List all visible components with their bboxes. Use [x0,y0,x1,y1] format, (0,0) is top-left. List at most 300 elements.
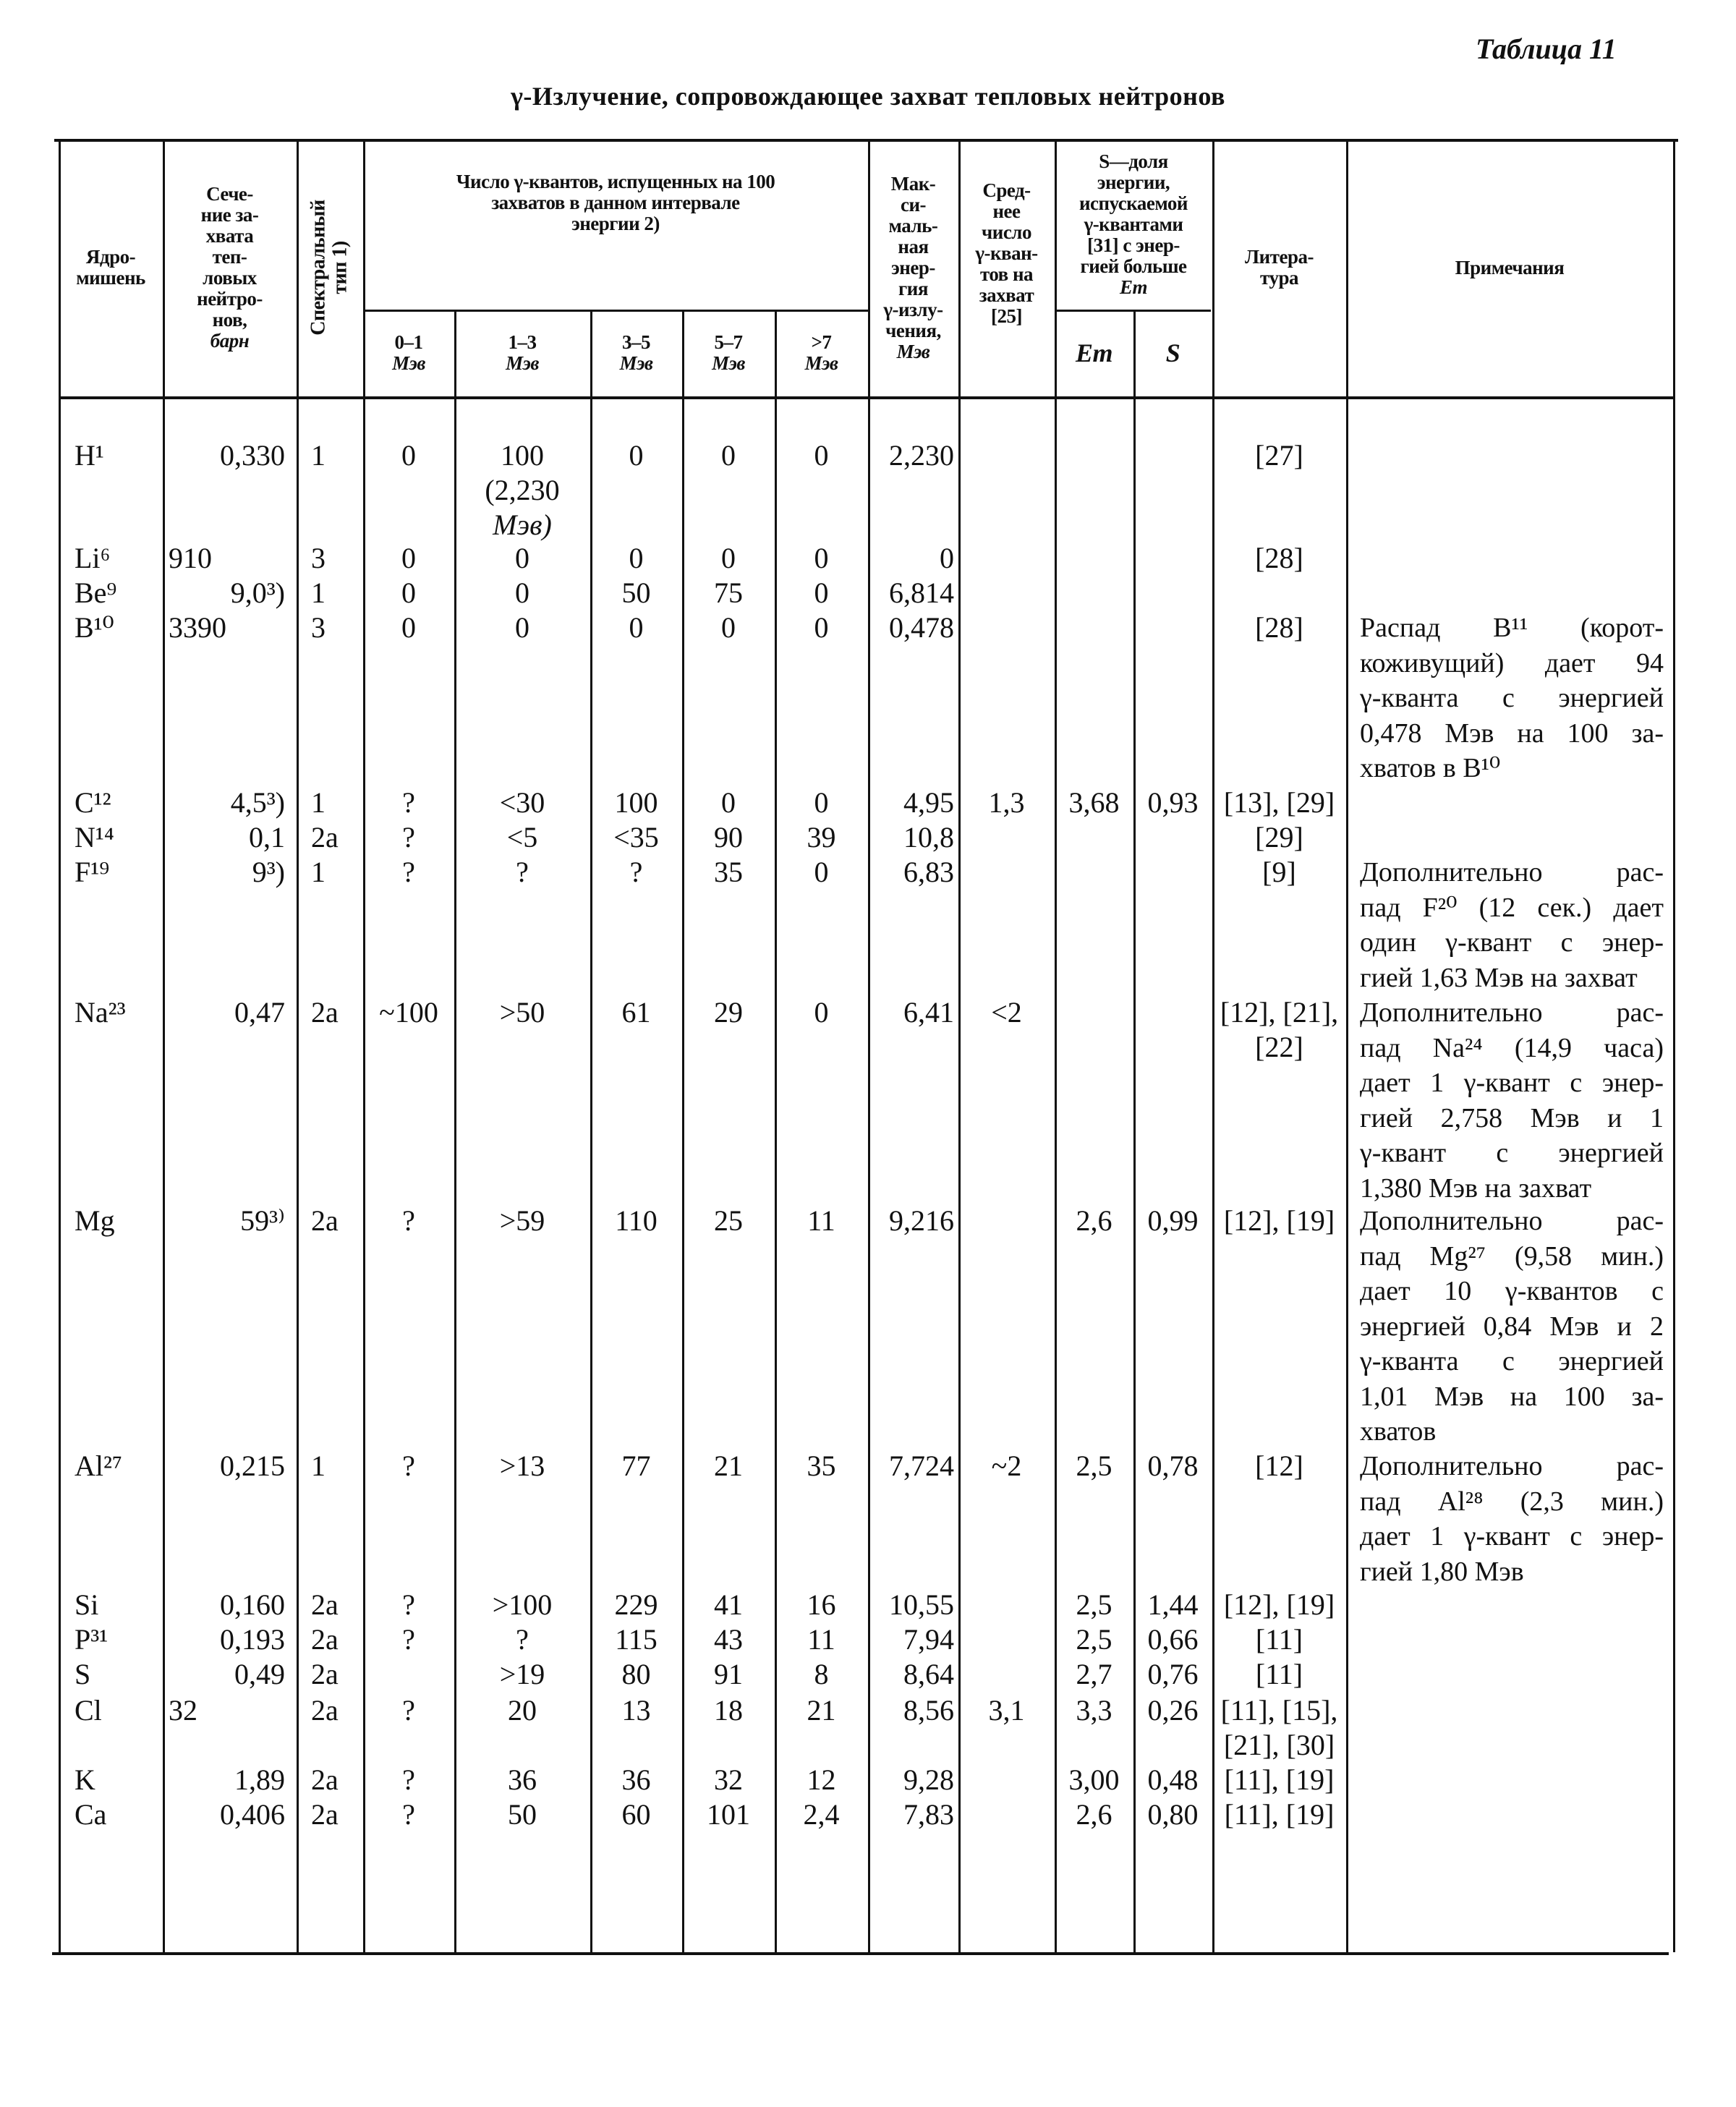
header-line: Мэв [392,352,425,374]
header-line: гия [898,277,928,299]
cell-value: 1 [311,576,326,609]
cell-nucleus [75,1763,163,1797]
cell-line: [12], [19] [1223,1204,1335,1237]
cell-value: 0 [814,439,829,472]
cell-r3 [590,1693,682,1728]
header-line: захват [979,284,1034,306]
header-line: теп- [212,246,247,268]
cell-value: 0 [721,542,736,574]
cell-value: 2,7 [1076,1658,1112,1690]
cell-line: >59 [499,1204,545,1237]
cell-value: 2,6 [1076,1798,1112,1831]
cell-value: 910 [169,542,212,574]
table-number: Таблица 11 [1476,33,1617,65]
cell-type [311,1622,363,1657]
cell-lit [1215,1657,1343,1692]
cell-r1 [454,995,590,1030]
cell-nucleus [75,1449,163,1484]
cell-value: K [75,1763,95,1796]
cell-value: 3,68 [1068,786,1120,819]
cell-r1 [454,1693,590,1728]
cell-value: 3 [311,542,326,574]
cell-r1 [454,1797,590,1832]
cell-value: 8 [814,1658,829,1690]
cell-value: 0 [721,786,736,819]
header-range-1-text [506,332,539,374]
cell-lit [1215,1763,1343,1797]
cell-value: 3 [311,611,326,644]
cell-value: ? [402,1204,415,1237]
cell-em [1055,1449,1133,1484]
cell-line: [28] [1255,542,1303,574]
cell-avg [958,995,1055,1030]
header-line: Спектральный [307,200,331,336]
cell-r3 [590,1763,682,1797]
header-line: энергии 2) [571,212,660,234]
cell-value: 32 [169,1694,197,1727]
cell-value: 2a [311,1588,339,1621]
note-line: пад Mg²⁷ (9,58 мин.) [1360,1240,1664,1272]
cell-value: 7,94 [903,1623,954,1656]
cell-line: ? [516,856,529,888]
header-range-2 [590,310,682,396]
cell-value: 8,64 [903,1658,954,1690]
cell-sigma [169,1449,285,1484]
cell-value: 35 [807,1450,836,1482]
cell-value: N¹⁴ [75,821,114,854]
cell-value: B¹⁰ [75,611,114,644]
header-notes-text: Примечания [1455,256,1565,278]
cell-sigma [169,1657,285,1692]
cell-lit [1215,1204,1343,1238]
header-range-4 [775,310,868,396]
cell-value: 229 [614,1588,658,1621]
cell-r7 [775,1449,868,1484]
cell-r5 [682,786,775,820]
cell-r0 [363,1588,454,1622]
note-line: Дополнительно рас- [1360,997,1664,1028]
cell-value: Si [75,1588,99,1621]
cell-r1 [454,610,590,645]
cell-value: C¹² [75,786,111,819]
header-line: захватов в данном интервале [491,191,740,213]
cell-r1 [454,786,590,820]
cell-value: 2,6 [1076,1204,1112,1237]
cell-value: Cl [75,1694,102,1727]
cell-value: 59³⁾ [240,1204,285,1237]
cell-r0 [363,1204,454,1238]
header-line: 3–5 [622,331,650,353]
cell-value: ? [402,1623,415,1656]
cell-value: 32 [714,1763,743,1796]
header-line: ная [898,235,929,257]
cell-value: S [75,1658,91,1690]
note-line: γ-кванта с энергией [1360,1346,1664,1376]
header-line: γ-квантами [1084,213,1183,235]
table-row [0,1657,1736,1692]
note-line: пад Al²⁸ (2,3 мин.) [1360,1486,1664,1517]
header-s-text: S [1165,338,1180,367]
cell-sigma [169,610,285,645]
cell-value: 41 [714,1588,743,1621]
cell-r3 [590,820,682,855]
header-line: Мэв [712,352,745,374]
cell-value: Li⁶ [75,542,111,574]
cell-em [1055,1693,1133,1728]
cell-r5 [682,1622,775,1657]
note-line: коживущий) дает 94 [1360,647,1664,678]
cell-type [311,1204,363,1238]
cell-line: [28] [1255,611,1303,644]
cell-r7 [775,855,868,890]
note-line: хватов в B¹⁰ [1360,753,1501,783]
cell-value: 2a [311,1204,339,1237]
cell-line: 100 [501,439,544,472]
note-line: Дополнительно рас- [1360,857,1664,888]
header-line: маль- [888,214,938,237]
cell-value: 0,215 [220,1450,285,1482]
cell-line: [13], [29] [1223,786,1335,819]
header-spectral-type [297,139,363,396]
header-line: число [982,221,1031,243]
cell-r3 [590,1449,682,1484]
cell-r0 [363,1763,454,1797]
cell-r0 [363,610,454,645]
cell-r1 [454,820,590,855]
cell-type [311,1797,363,1832]
cell-r3 [590,1588,682,1622]
header-line: γ-излу- [883,298,943,320]
cell-value: 3,1 [988,1694,1025,1727]
cell-em [1055,1204,1133,1238]
cell-value: 0 [814,542,829,574]
header-line: Em [1119,276,1147,298]
cell-s [1133,1797,1212,1832]
cell-type [311,1693,363,1728]
cell-r1 [454,1622,590,1657]
cell-sigma [169,820,285,855]
cell-r3 [590,541,682,576]
cell-em [1055,786,1133,820]
header-line: ловых [203,267,257,289]
cell-value: ? [402,1450,415,1482]
cell-r5 [682,1657,775,1692]
cell-avg [958,1693,1055,1728]
cell-emax [868,786,954,820]
cell-r0 [363,855,454,890]
header-line: Литера- [1245,246,1314,268]
header-s-group [1055,139,1212,310]
cell-type [311,1588,363,1622]
note-line: хватов [1360,1416,1437,1447]
cell-type [311,820,363,855]
cell-value: ~100 [379,996,438,1029]
cell-value: 43 [714,1623,743,1656]
cell-value: <35 [613,821,659,854]
cell-value: 6,814 [889,576,954,609]
cell-sigma [169,1204,285,1238]
header-line: Сече- [206,183,253,205]
table-row [0,786,1736,820]
cell-type [311,855,363,890]
cell-emax [868,576,954,610]
cell-r7 [775,610,868,645]
cell-value: 0 [629,439,644,472]
cell-sigma [169,1622,285,1657]
cell-value: 25 [714,1204,743,1237]
cell-value: ? [402,1588,415,1621]
cell-value: 1 [311,856,326,888]
cell-type [311,786,363,820]
header-line: энер- [891,256,935,278]
cell-emax [868,541,954,576]
header-line: мишень [76,267,145,289]
cell-value: 0,193 [220,1623,285,1656]
cell-value: 2a [311,1694,339,1727]
cell-value: 0 [721,611,736,644]
cell-value: 1 [311,439,326,472]
cell-r0 [363,1622,454,1657]
header-range-3-text [712,332,745,374]
cell-r1 [454,1763,590,1797]
cell-value: 12 [807,1763,836,1796]
cell-value: ~2 [991,1450,1022,1482]
cell-sigma [169,1588,285,1622]
cell-value: 0 [814,786,829,819]
header-cross-section-text [197,184,263,352]
cell-value: H¹ [75,439,104,472]
cell-line: ? [516,1623,529,1656]
cell-value: 4,95 [903,786,954,819]
cell-value: 10,8 [903,821,954,854]
cell-sigma [169,995,285,1030]
cell-value: 80 [621,1658,651,1690]
cell-sigma [169,1693,285,1728]
cell-r0 [363,541,454,576]
cell-value: P³¹ [75,1623,109,1656]
cell-value: 0,93 [1147,786,1199,819]
header-line: Мэв [804,352,838,374]
header-line: >7 [811,331,832,353]
cell-value: 6,41 [903,996,954,1029]
cell-avg [958,786,1055,820]
cell-value: 16 [807,1588,836,1621]
cell-sigma [169,1797,285,1832]
cell-value: 36 [621,1763,651,1796]
cell-value: ? [402,1694,415,1727]
cell-r5 [682,1588,775,1622]
cell-value: 110 [615,1204,658,1237]
cell-line: [11] [1255,1623,1303,1656]
header-avg-number-text [975,180,1037,327]
cell-value: 0,66 [1147,1623,1199,1656]
cell-value: 0 [629,611,644,644]
note-line: один γ-квант с энер- [1360,927,1664,958]
cell-value: 2a [311,821,339,854]
cell-value: ? [402,1763,415,1796]
header-range-0-text [392,332,425,374]
cell-r3 [590,576,682,610]
cell-r0 [363,1449,454,1484]
cell-sigma [169,541,285,576]
cell-value: 0,330 [220,439,285,472]
cell-line: Мэв) [493,508,552,541]
cell-value: 115 [615,1623,658,1656]
cell-nucleus [75,1657,163,1692]
header-line: тура [1260,267,1298,289]
header-nucleus-text [76,247,145,289]
header-line: S—доля [1099,150,1168,172]
cell-value: 2,5 [1076,1588,1112,1621]
cell-emax [868,1204,954,1238]
cell-s [1133,1622,1212,1657]
header-line: барн [210,330,250,352]
cell-r1 [454,855,590,890]
header-line: [31] с энер- [1087,234,1180,256]
header-line: 0–1 [394,331,423,353]
cell-r3 [590,1204,682,1238]
cell-value: 9³) [252,856,285,888]
cell-value: 35 [714,856,743,888]
note-line: Дополнительно рас- [1360,1451,1664,1481]
cell-value: 0,76 [1147,1658,1199,1690]
header-literature-text [1245,247,1314,289]
cell-value: Na²³ [75,996,126,1029]
table-row [0,438,1736,541]
cell-line: [11] [1255,1658,1303,1690]
cell-r5 [682,1449,775,1484]
cell-line: 0 [515,611,529,644]
cell-line: [22] [1255,1031,1303,1063]
cell-r1 [454,541,590,576]
cell-s [1133,786,1212,820]
cell-lit [1215,1693,1343,1763]
cell-s [1133,1763,1212,1797]
cell-line: 50 [508,1798,537,1831]
header-range-1 [454,310,590,396]
note-line: Распад B¹¹ (корот- [1360,613,1664,643]
cell-value: 0,48 [1147,1763,1199,1796]
cell-value: 0,78 [1147,1450,1199,1482]
cell-nucleus [75,438,163,473]
note-line: гией 1,80 Мэв [1360,1556,1524,1587]
cell-value: 2,230 [889,439,954,472]
cell-type [311,576,363,610]
cell-type [311,1449,363,1484]
cell-nucleus [75,820,163,855]
header-range-3 [682,310,775,396]
cell-line: <5 [506,821,538,854]
cell-em [1055,1657,1133,1692]
cell-r3 [590,1622,682,1657]
cell-r5 [682,438,775,473]
cell-value: 0 [721,439,736,472]
cell-value: 11 [807,1623,835,1656]
cell-type [311,610,363,645]
cell-value: 0 [814,576,829,609]
note-line: пад F²⁰ (12 сек.) дает [1360,892,1664,923]
table-row [0,576,1736,610]
cell-sigma [169,576,285,610]
cell-value: 0 [814,856,829,888]
cell-r7 [775,438,868,473]
cell-value: 2,5 [1076,1450,1112,1482]
cell-value: 11 [807,1204,835,1237]
cell-value: ? [402,786,415,819]
cell-r3 [590,786,682,820]
cell-lit [1215,610,1343,645]
cell-line: [21], [30] [1223,1729,1335,1761]
cell-em [1055,1588,1133,1622]
cell-value: 0 [401,576,416,609]
cell-nucleus [75,1204,163,1238]
cell-lit [1215,1588,1343,1622]
cell-nucleus [75,541,163,576]
table-row [0,1797,1736,1832]
cell-value: 0,406 [220,1798,285,1831]
cell-sigma [169,1763,285,1797]
cell-value: 2,5 [1076,1623,1112,1656]
cell-value: 3,00 [1068,1763,1120,1796]
header-line: тов на [979,263,1034,285]
cell-r3 [590,995,682,1030]
cell-value: Be⁹ [75,576,117,609]
cell-value: 1 [311,1450,326,1482]
cell-value: 10,55 [889,1588,954,1621]
cell-r3 [590,438,682,473]
cell-nucleus [75,995,163,1030]
note [1360,995,1664,1206]
cell-line: 36 [508,1763,537,1796]
cell-value: 1,89 [234,1763,285,1796]
header-line: Мэв [896,340,930,362]
note-line: гией 1,63 Мэв на захват [1360,962,1638,993]
cell-r5 [682,1204,775,1238]
cell-value: 0,80 [1147,1798,1199,1831]
header-line: Сред- [982,179,1031,201]
cell-emax [868,1622,954,1657]
cell-line: [12], [19] [1223,1588,1335,1621]
header-line: γ-кван- [975,242,1038,264]
cell-line: <30 [499,786,545,819]
cell-r0 [363,438,454,473]
cell-value: 0 [401,611,416,644]
cell-emax [868,1797,954,1832]
cell-lit [1215,855,1343,890]
cell-value: 0,26 [1147,1694,1199,1727]
cell-r3 [590,855,682,890]
header-max-energy [868,139,958,396]
cell-r5 [682,855,775,890]
note-line: Дополнительно рас- [1360,1206,1664,1236]
note-line: дает 10 γ-квантов с [1360,1276,1664,1306]
cell-value: 2a [311,1623,339,1656]
cell-value: 2a [311,1763,339,1796]
cell-value: Mg [75,1204,115,1237]
cell-line: >100 [492,1588,553,1621]
note-line: γ-квант с энергией [1360,1138,1664,1168]
cell-r3 [590,1797,682,1832]
cell-r1 [454,1204,590,1238]
cell-value: 0 [401,439,416,472]
cell-value: 9,216 [889,1204,954,1237]
header-quanta-group [363,139,868,266]
cell-value: ? [402,1798,415,1831]
cell-r3 [590,610,682,645]
cell-value: 0,478 [889,611,954,644]
note-line: γ-кванта с энергией [1360,683,1664,713]
cell-lit [1215,786,1343,820]
